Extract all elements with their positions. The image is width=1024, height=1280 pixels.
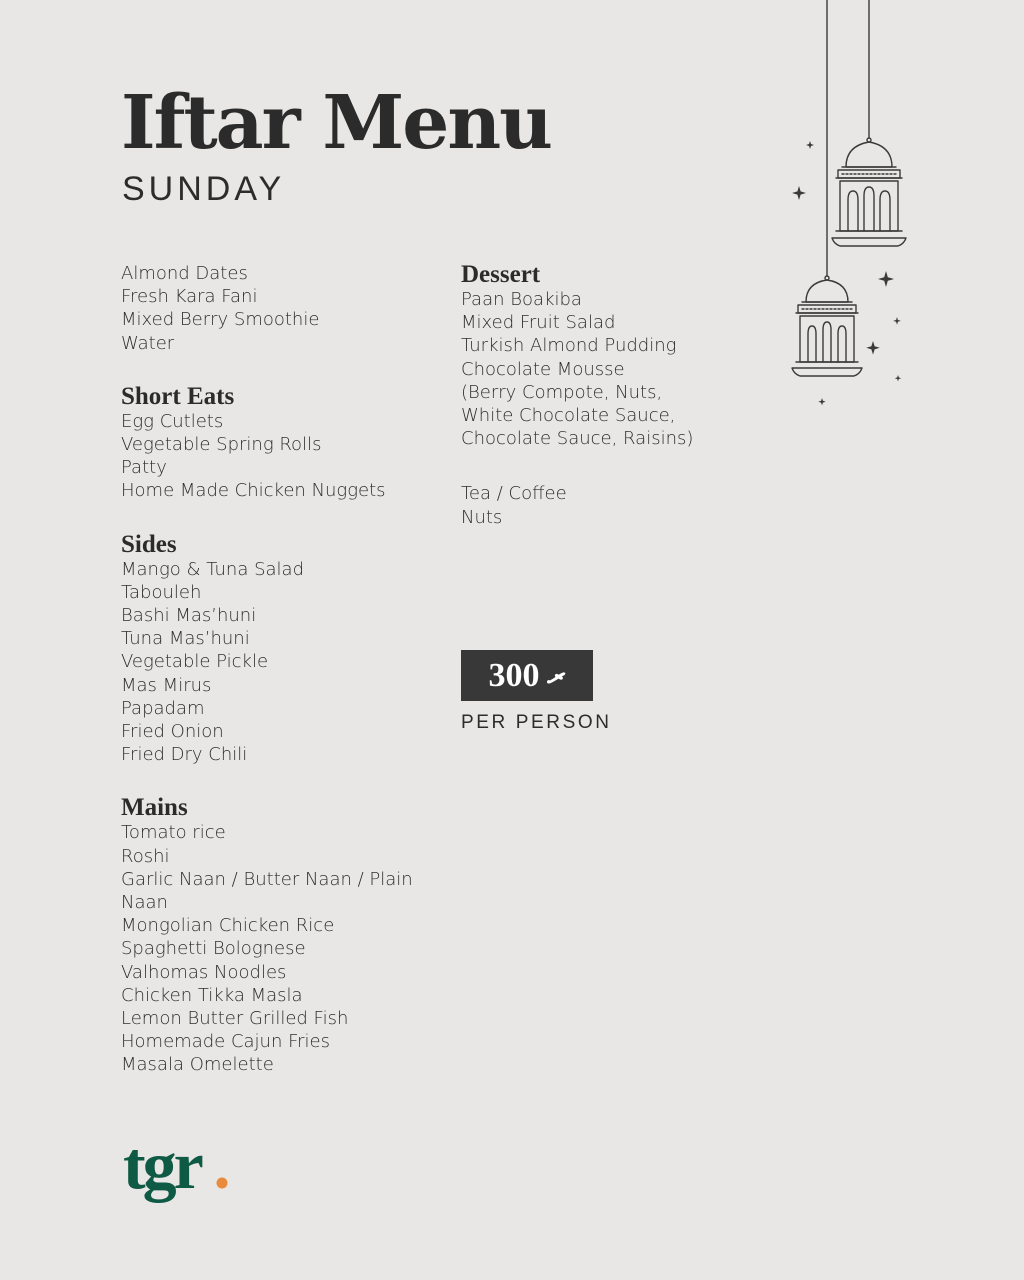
menu-item: Mango & Tuna Salad <box>121 558 305 580</box>
menu-item: Vegetable Spring Rolls <box>121 434 322 456</box>
menu-item: Tabouleh <box>121 581 202 603</box>
menu-item: Garlic Naan / Butter Naan / Plain <box>121 868 413 890</box>
menu-item: (Berry Compote, Nuts, <box>461 381 663 403</box>
section-title: Mains <box>121 794 188 822</box>
logo-dot <box>217 1178 228 1189</box>
menu-item: Water <box>121 332 175 354</box>
menu-item: Spaghetti Bolognese <box>121 938 306 960</box>
menu-item: Fried Onion <box>121 721 224 743</box>
svg-text:tgr: tgr <box>123 1130 201 1203</box>
dessert-section <box>461 262 761 450</box>
mains-section <box>121 795 441 1076</box>
section-title: Short Eats <box>121 382 235 410</box>
menu-item: Fresh Kara Fani <box>121 286 258 308</box>
menu-item: Home Made Chicken Nuggets <box>121 480 386 502</box>
hanging-lanterns-icon <box>780 0 920 420</box>
sides-section <box>121 532 441 767</box>
menu-item: Mas Mirus <box>121 674 212 696</box>
menu-item: Egg Cutlets <box>121 410 224 432</box>
section-title: Dessert <box>461 261 541 288</box>
menu-item: Turkish Almond Pudding <box>461 335 677 357</box>
menu-item: Naan <box>121 892 168 914</box>
menu-item: Chocolate Sauce, Raisins) <box>461 428 694 450</box>
beverages-section <box>461 482 761 528</box>
menu-item: Patty <box>121 457 167 479</box>
menu-item: Mongolian Chicken Rice <box>121 915 335 937</box>
menu-item: Roshi <box>121 845 170 867</box>
menu-item: Bashi Mas’huni <box>121 605 257 627</box>
menu-right-column <box>461 262 761 558</box>
menu-item: Tomato rice <box>121 822 226 844</box>
menu-item: Chicken Tikka Masla <box>121 984 303 1006</box>
menu-item: Papadam <box>121 697 205 719</box>
menu-item: Tea / Coffee <box>461 483 567 505</box>
menu-item: Chocolate Mousse <box>461 358 625 380</box>
menu-item: Mixed Berry Smoothie <box>121 309 320 331</box>
menu-item: Nuts <box>461 506 503 528</box>
tgr-logo <box>123 1130 233 1215</box>
menu-item: Valhomas Noodles <box>121 961 287 983</box>
menu-item: Almond Dates <box>121 263 248 284</box>
menu-day: SUNDAY <box>122 170 286 208</box>
menu-item: Homemade Cajun Fries <box>121 1031 330 1053</box>
menu-item: Masala Omelette <box>121 1054 274 1076</box>
menu-item: Fried Dry Chili <box>121 744 248 766</box>
menu-left-column <box>121 262 441 1106</box>
short-eats-section <box>121 384 441 503</box>
price-badge <box>461 650 593 701</box>
currency-symbol: ރ <box>547 658 566 692</box>
menu-title: Iftar Menu <box>121 80 551 166</box>
price-amount: 300 <box>488 656 540 694</box>
menu-item: Paan Boakiba <box>461 289 582 310</box>
menu-item: Vegetable Pickle <box>121 651 269 673</box>
price-label: PER PERSON <box>461 712 612 733</box>
menu-item: Lemon Butter Grilled Fish <box>121 1008 349 1030</box>
starters-section <box>121 262 441 355</box>
menu-item: Tuna Mas’huni <box>121 628 250 650</box>
menu-item: White Chocolate Sauce, <box>461 405 676 427</box>
menu-item: Mixed Fruit Salad <box>461 312 616 334</box>
section-title: Sides <box>121 530 177 558</box>
